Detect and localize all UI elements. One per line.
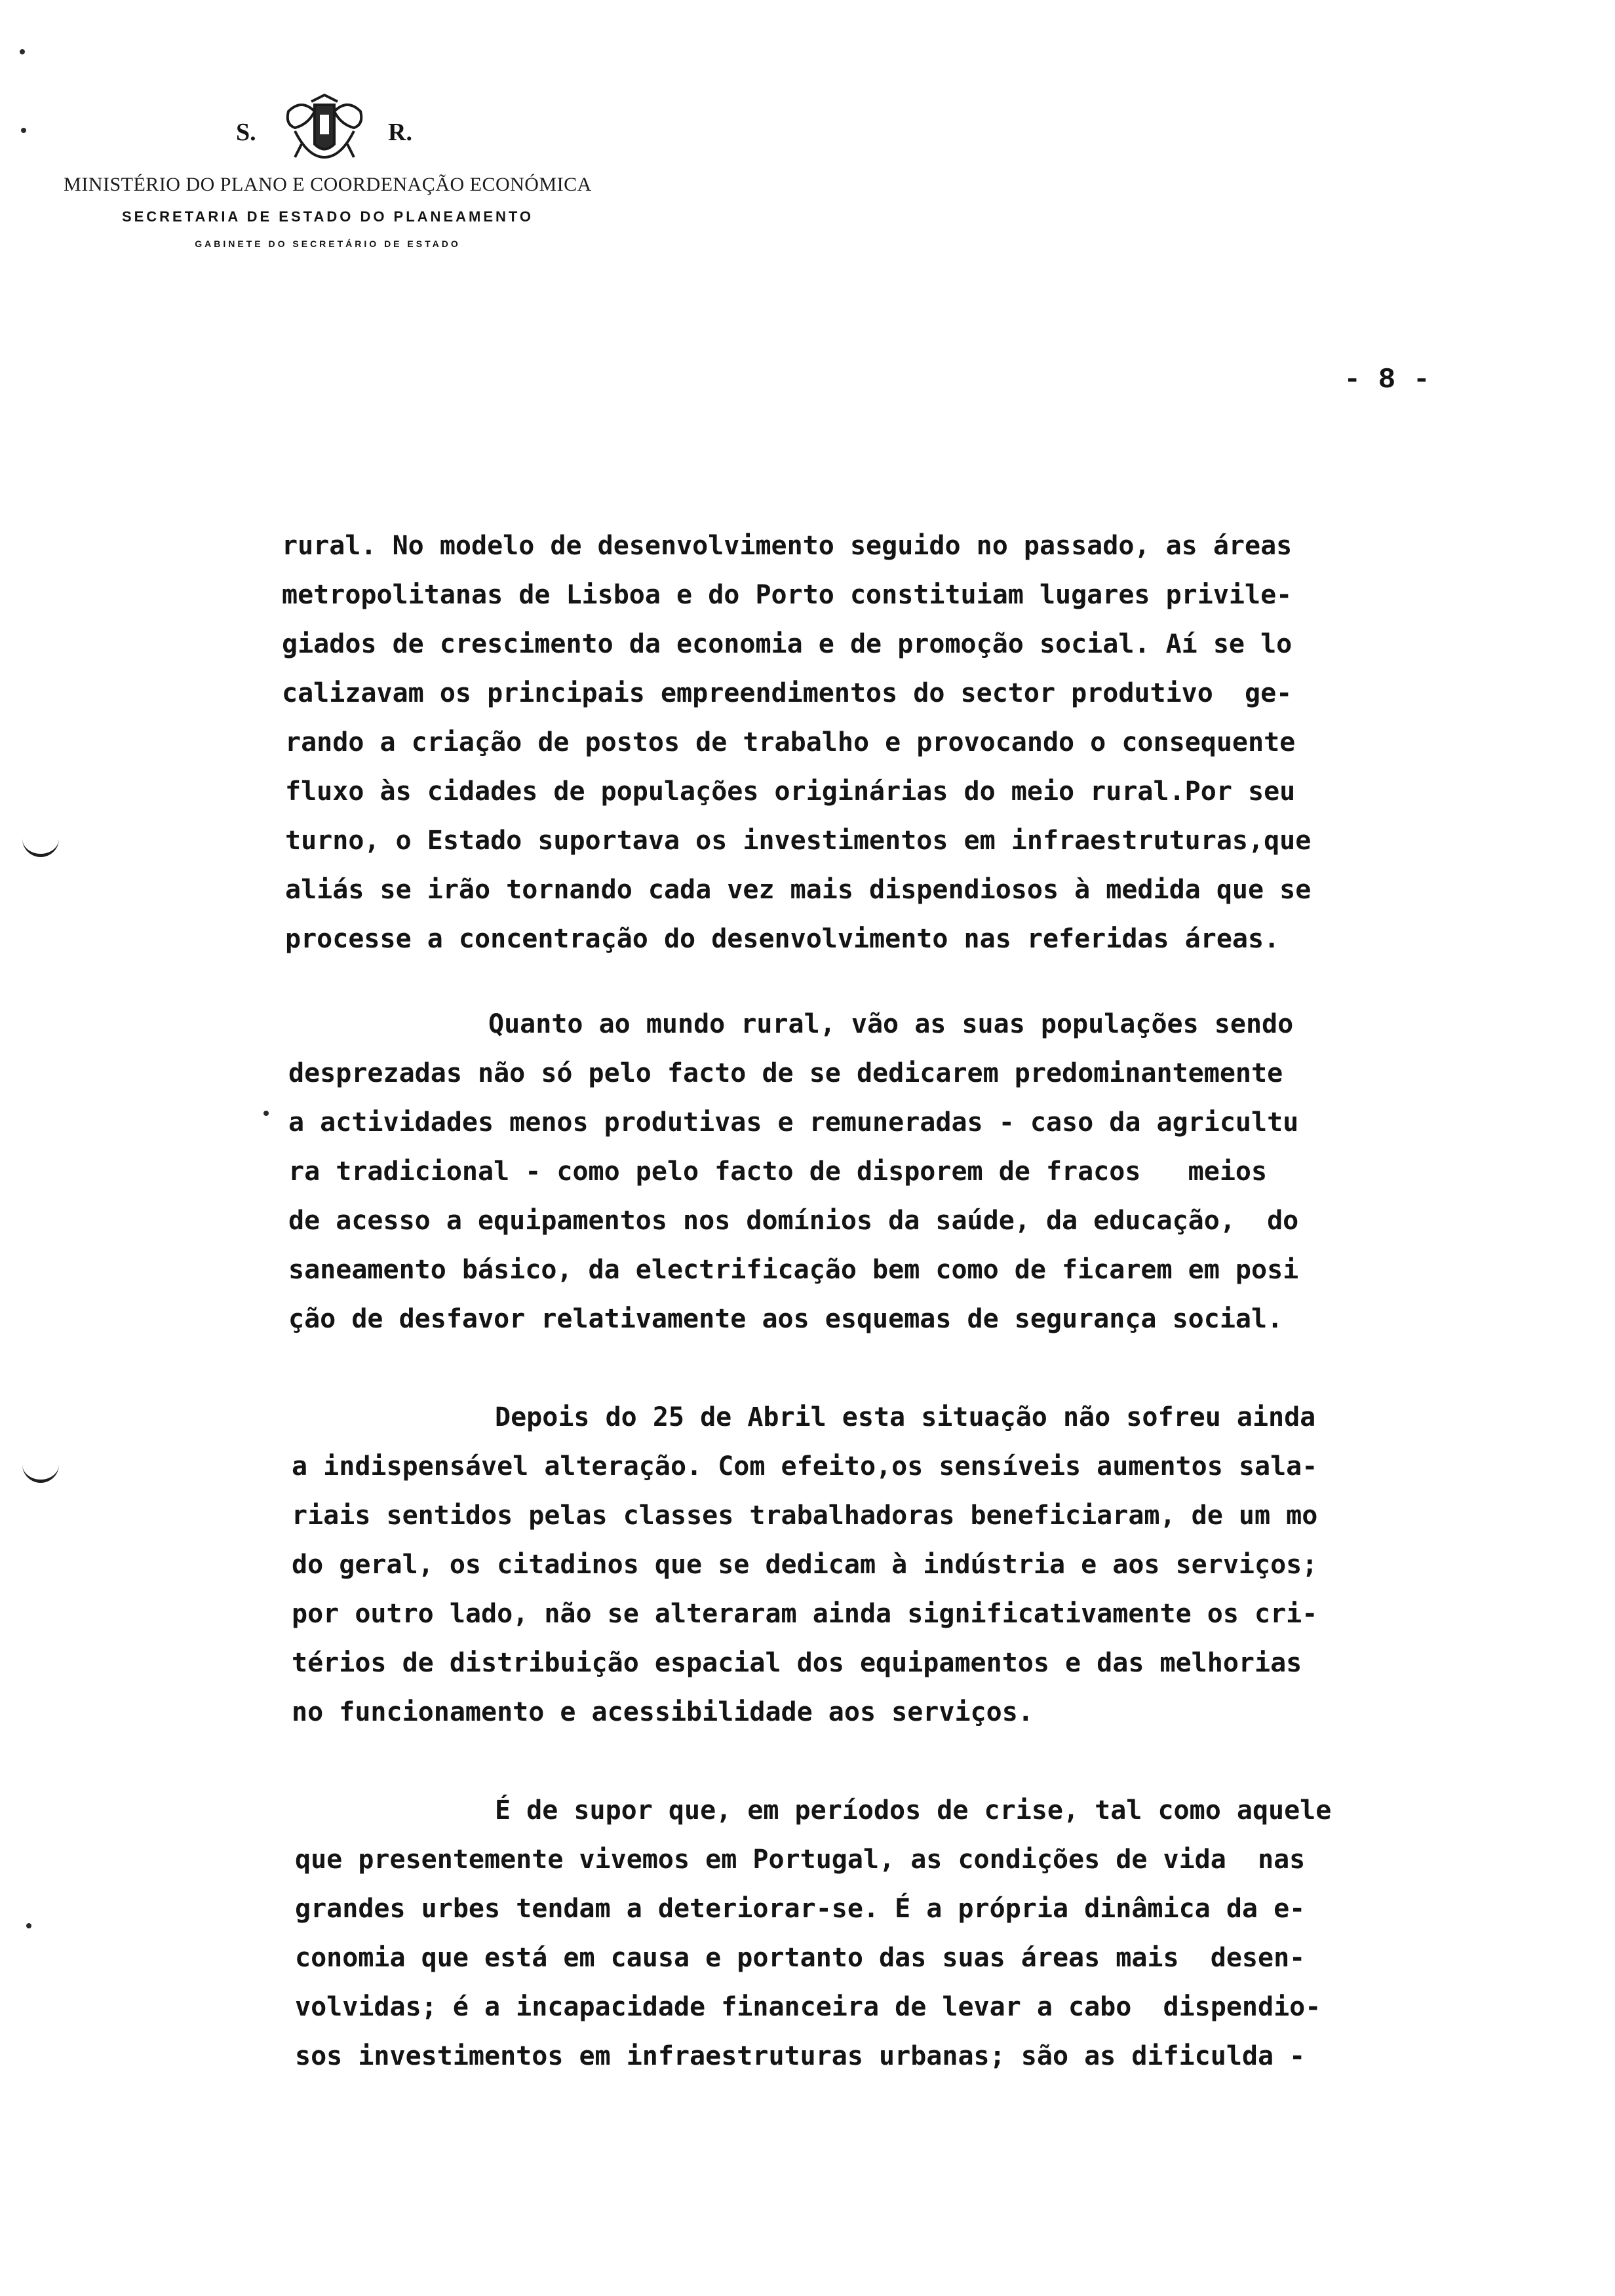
body-line: conomia que está em causa e portanto das suas áreas mais desen-: [295, 1943, 1306, 1973]
body-line: saneamento básico, da electrificação bem como de ficarem em posi: [288, 1255, 1299, 1285]
body-line: ra tradicional - como pelo facto de disporem de fracos meios: [288, 1157, 1268, 1187]
body-line: grandes urbes tendam a deteriorar-se. É a própria dinâmica da e-: [295, 1894, 1306, 1924]
body-line: fluxo às cidades de populações originárias do meio rural.Por seu: [285, 776, 1296, 807]
body-line: rural. No modelo de desenvolvimento seguido no passado, as áreas: [282, 531, 1293, 561]
body-line: por outro lado, não se alteraram ainda significativamente os cri-: [292, 1599, 1318, 1629]
body-line: térios de distribuição espacial dos equipamentos e das melhorias: [292, 1648, 1302, 1678]
scan-speck: [21, 128, 26, 133]
scan-speck: [263, 1111, 269, 1116]
body-line: volvidas; é a incapacidade financeira de levar a cabo dispendio-: [295, 1992, 1321, 2022]
body-line: a indispensável alteração. Com efeito,os sensíveis aumentos sala-: [292, 1451, 1318, 1482]
secretaria-heading: SECRETARIA DE ESTADO DO PLANEAMENTO: [121, 208, 534, 225]
body-line: que presentemente vivemos em Portugal, as condições de vida nas: [295, 1845, 1306, 1875]
body-line: riais sentidos pelas classes trabalhadoras beneficiaram, de um mo: [292, 1501, 1318, 1531]
hole-punch-mark: [22, 1461, 59, 1483]
body-line: metropolitanas de Lisboa e do Porto constituiam lugares privile-: [282, 580, 1293, 610]
body-line: turno, o Estado suportava os investimentos em infraestruturas,que: [285, 826, 1312, 856]
body-line: do geral, os citadinos que se dedicam à indústria e aos serviços;: [292, 1550, 1318, 1580]
body-line: Depois do 25 de Abril esta situação não sofreu ainda: [495, 1402, 1316, 1432]
body-line: aliás se irão tornando cada vez mais dispendiosos à medida que se: [285, 875, 1312, 905]
body-line: processe a concentração do desenvolvimento nas referidas áreas.: [285, 924, 1280, 954]
body-line: calizavam os principais empreendimentos do sector produtivo ge-: [282, 678, 1293, 708]
body-line: sos investimentos em infraestruturas urbanas; são as dificulda -: [295, 2041, 1306, 2071]
scan-speck: [26, 1923, 31, 1928]
emblem-letter-s: S.: [236, 119, 256, 146]
body-line: no funcionamento e acessibilidade aos serviços.: [292, 1697, 1034, 1727]
body-line: de acesso a equipamentos nos domínios da saúde, da educação, do: [288, 1206, 1299, 1236]
letterhead-emblem: [236, 92, 433, 164]
body-line: Quanto ao mundo rural, vão as suas populações sendo: [488, 1009, 1294, 1039]
gabinete-heading: GABINETE DO SECRETÁRIO DE ESTADO: [195, 239, 461, 249]
body-line: ção de desfavor relativamente aos esquemas de segurança social.: [288, 1304, 1283, 1334]
ministry-heading: MINISTÉRIO DO PLANO E COORDENAÇÃO ECONÓMICA: [64, 174, 592, 195]
hole-punch-mark: [22, 835, 59, 857]
body-line: É de supor que, em períodos de crise, tal como aquele: [495, 1795, 1332, 1826]
body-line: a actividades menos produtivas e remuneradas - caso da agricultu: [288, 1107, 1299, 1138]
emblem-letter-r: R.: [388, 119, 412, 146]
coat-of-arms-icon: [275, 92, 374, 164]
scan-speck: [20, 49, 25, 54]
body-line: giados de crescimento da economia e de promoção social. Aí se lo: [282, 629, 1293, 659]
page-number: - 8 -: [1344, 364, 1431, 396]
body-line: desprezadas não só pelo facto de se dedicarem predominantemente: [288, 1058, 1283, 1088]
body-line: rando a criação de postos de trabalho e provocando o consequente: [285, 727, 1296, 757]
